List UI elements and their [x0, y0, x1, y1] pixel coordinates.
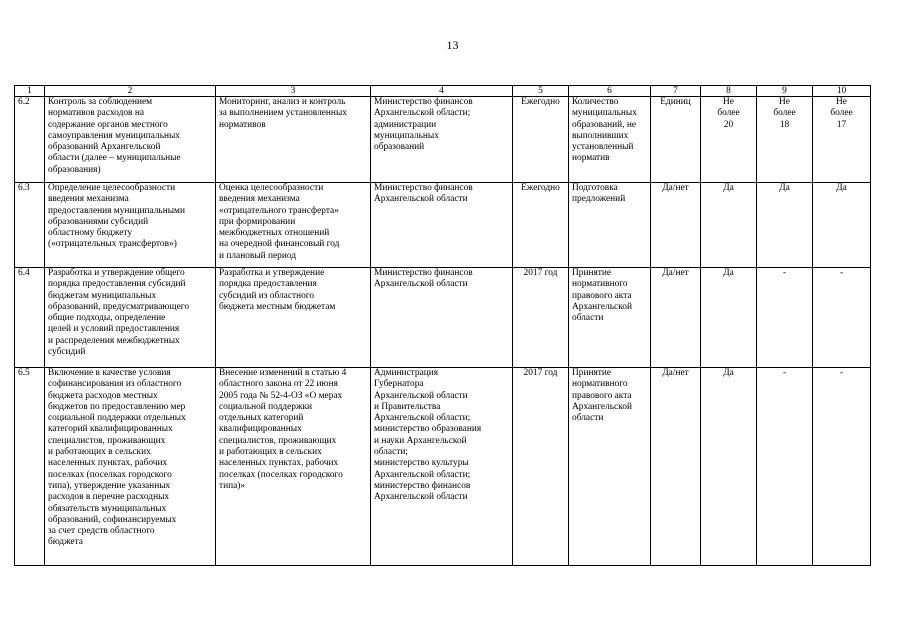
column-number: 3	[216, 86, 371, 97]
unit-cell: Да/нет	[651, 368, 701, 566]
page-number: 13	[446, 38, 459, 52]
measure-text: Определение целесообразности введения механизма предоставления муниципальными образованиями субсидий областному бюджету («отрицательных трансфертов»)	[48, 183, 185, 250]
item-number: 6.3	[15, 183, 45, 268]
measures-table	[14, 85, 871, 566]
period-cell: 2017 год	[513, 268, 569, 368]
column-number: 1	[15, 86, 45, 97]
executor-text: Министерство финансов Архангельской области	[374, 183, 473, 205]
unit-cell: Да/нет	[651, 268, 701, 368]
method-text: Мониторинг, анализ и контроль за выполнением установленных нормативов	[219, 97, 347, 130]
method-cell	[216, 368, 371, 566]
executor-text: Министерство финансов Архангельской области; администрации муниципальных образований	[374, 97, 473, 153]
measure-cell	[45, 368, 216, 566]
value-cell: Да	[813, 183, 871, 268]
executor-cell	[371, 97, 513, 183]
indicator-cell	[569, 97, 651, 183]
column-number: 7	[651, 86, 701, 97]
value-text: Не более 17	[830, 97, 853, 130]
item-number: 6.4	[15, 268, 45, 368]
executor-cell	[371, 183, 513, 268]
measure-text: Контроль за соблюдением нормативов расходов на содержание органов местного самоуправления муниципальных образований Архангельской области (далее – муниципальные образования)	[48, 97, 181, 175]
executor-cell	[371, 368, 513, 566]
executor-text: Администрация Губернатора Архангельской области и Правительства Архангельской области; министерство образования и науки Архангельской области; министерство культуры Архангельской области; министерство финансов Архангельской области	[374, 368, 482, 503]
value-cell: -	[813, 268, 871, 368]
value-cell: Да	[757, 183, 813, 268]
indicator-cell	[569, 368, 651, 566]
executor-text: Министерство финансов Архангельской области	[374, 268, 473, 290]
column-number: 4	[371, 86, 513, 97]
indicator-cell	[569, 183, 651, 268]
value-cell: Да	[701, 368, 757, 566]
method-text: Внесение изменений в статью 4 областного закона от 22 июня 2005 года № 52-4-ОЗ «О мерах социальной поддержки отдельных категорий квалифицированных специалистов, проживающих и работающих в сельских населенных пунктах, рабочих поселках (поселках городского типа)»	[219, 368, 347, 491]
value-text: Не более 18	[773, 97, 796, 130]
table-row	[15, 183, 871, 268]
value-cell	[813, 97, 871, 183]
method-cell	[216, 268, 371, 368]
column-number: 8	[701, 86, 757, 97]
measure-text: Включение в качестве условия софинансирования из областного бюджета расходов местных бюджетов по предоставлению мер социальной поддержки отдельных категорий квалифицированных специалистов, проживающих и работающих в сельских населенных пунктах, рабочих поселках (поселках городского типа), утверждение указанных расходов в перечне расходных обязательств муниципальных образований, софинансируемых за счет средств областного бюджета	[48, 368, 186, 548]
indicator-cell	[569, 268, 651, 368]
unit-cell: Единиц	[651, 97, 701, 183]
measure-cell	[45, 97, 216, 183]
period-cell: Ежегодно	[513, 97, 569, 183]
column-number: 9	[757, 86, 813, 97]
method-text: Оценка целесообразности введения механизма «отрицательного трансферта» при формировании межбюджетных отношений на очередной финансовый год и плановый период	[219, 183, 340, 261]
table-row	[15, 368, 871, 566]
method-cell	[216, 183, 371, 268]
indicator-text: Принятие нормативного правового акта Архангельской области	[572, 368, 632, 424]
column-number: 6	[569, 86, 651, 97]
measure-cell	[45, 268, 216, 368]
measure-cell	[45, 183, 216, 268]
value-cell	[701, 97, 757, 183]
measure-text: Разработка и утверждение общего порядка предоставления субсидий бюджетам муниципальных образований, предусматривающего общие подходы, определение целей и условий предоставления и распределения межбюджетных субсидий	[48, 268, 190, 358]
value-cell: -	[757, 268, 813, 368]
table-row	[15, 97, 871, 183]
method-text: Разработка и утверждение порядка предоставления субсидий из областного бюджета местным бюджетам	[219, 268, 336, 312]
indicator-text: Принятие нормативного правового акта Архангельской области	[572, 268, 632, 324]
period-cell: 2017 год	[513, 368, 569, 566]
indicator-text: Подготовка предложений	[572, 183, 626, 205]
value-cell: Да	[701, 268, 757, 368]
unit-cell: Да/нет	[651, 183, 701, 268]
table-row	[15, 268, 871, 368]
value-text: Не более 20	[717, 97, 740, 130]
column-number: 2	[45, 86, 216, 97]
value-cell: -	[757, 368, 813, 566]
column-number: 10	[813, 86, 871, 97]
item-number: 6.5	[15, 368, 45, 566]
value-cell: -	[813, 368, 871, 566]
value-cell: Да	[701, 183, 757, 268]
period-cell: Ежегодно	[513, 183, 569, 268]
value-cell	[757, 97, 813, 183]
method-cell	[216, 97, 371, 183]
indicator-text: Количество муниципальных образований, не выполнивших установленный норматив	[572, 97, 637, 164]
column-number-row	[15, 86, 871, 97]
column-number: 5	[513, 86, 569, 97]
item-number: 6.2	[15, 97, 45, 183]
executor-cell	[371, 268, 513, 368]
